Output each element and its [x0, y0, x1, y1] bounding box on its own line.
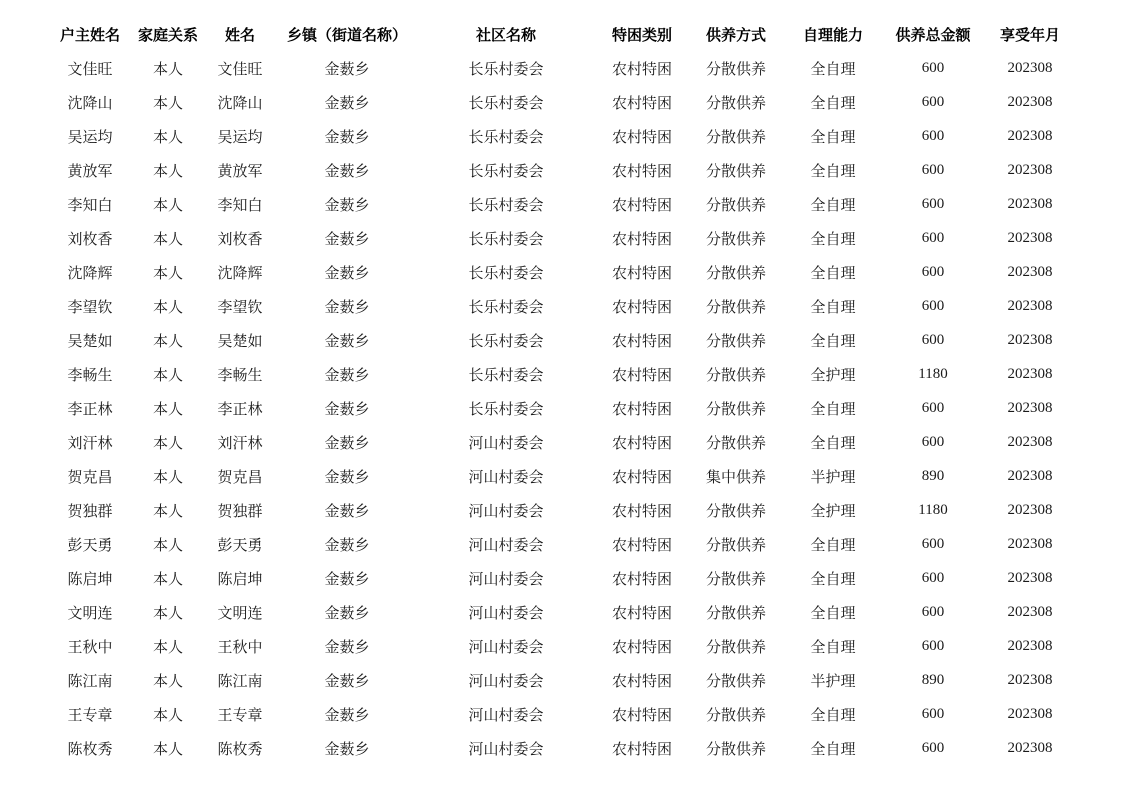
cell-total-amount: 600	[921, 229, 945, 246]
cell-support-method: 分散供养	[705, 127, 766, 146]
cell-householder-name: 李正林	[67, 399, 113, 418]
cell-support-method: 分散供养	[705, 297, 766, 316]
cell-householder-name: 王秋中	[67, 637, 113, 656]
cell-family-relation: 本人	[152, 399, 183, 418]
cell-self-care: 全自理	[810, 297, 856, 316]
table-row	[48, 731, 1078, 765]
cell-support-method: 分散供养	[705, 739, 766, 758]
table-row	[48, 493, 1078, 527]
cell-support-method: 分散供养	[705, 195, 766, 214]
table-row	[48, 221, 1078, 255]
cell-self-care: 全自理	[810, 433, 856, 452]
cell-householder-name: 陈江南	[67, 671, 113, 690]
cell-family-relation: 本人	[152, 535, 183, 554]
cell-householder-name: 陈启坤	[67, 569, 113, 588]
cell-name: 沈降辉	[217, 263, 263, 282]
cell-township: 金薮乡	[324, 161, 370, 180]
header-self-care: 自理能力	[802, 25, 863, 44]
cell-community: 河山村委会	[468, 603, 544, 622]
cell-category: 农村特困	[611, 433, 672, 452]
table-row	[48, 323, 1078, 357]
cell-community: 河山村委会	[468, 433, 544, 452]
cell-category: 农村特困	[611, 739, 672, 758]
cell-self-care: 全护理	[810, 501, 856, 520]
cell-total-amount: 890	[921, 671, 945, 688]
table-body	[48, 51, 1078, 765]
header-community: 社区名称	[475, 25, 536, 44]
cell-family-relation: 本人	[152, 297, 183, 316]
cell-community: 河山村委会	[468, 501, 544, 520]
cell-name: 陈枚秀	[217, 739, 263, 758]
cell-period: 202308	[1007, 127, 1053, 144]
cell-category: 农村特困	[611, 297, 672, 316]
cell-community: 长乐村委会	[468, 93, 544, 112]
cell-total-amount: 600	[921, 399, 945, 416]
cell-householder-name: 吴运均	[67, 127, 113, 146]
cell-total-amount: 600	[921, 195, 945, 212]
cell-category: 农村特困	[611, 229, 672, 248]
cell-period: 202308	[1007, 93, 1053, 110]
cell-category: 农村特困	[611, 93, 672, 112]
cell-name: 文明连	[217, 603, 263, 622]
cell-support-method: 分散供养	[705, 705, 766, 724]
cell-category: 农村特困	[611, 535, 672, 554]
cell-name: 彭天勇	[217, 535, 263, 554]
cell-community: 长乐村委会	[468, 365, 544, 384]
cell-period: 202308	[1007, 637, 1053, 654]
cell-family-relation: 本人	[152, 127, 183, 146]
table-row	[48, 289, 1078, 323]
cell-township: 金薮乡	[324, 365, 370, 384]
cell-self-care: 全自理	[810, 705, 856, 724]
table-row	[48, 255, 1078, 289]
table-row	[48, 391, 1078, 425]
cell-township: 金薮乡	[324, 263, 370, 282]
cell-self-care: 全自理	[810, 399, 856, 418]
cell-householder-name: 文明连	[67, 603, 113, 622]
header-period: 享受年月	[999, 25, 1060, 44]
table-row	[48, 153, 1078, 187]
cell-period: 202308	[1007, 467, 1053, 484]
cell-householder-name: 贺独群	[67, 501, 113, 520]
cell-period: 202308	[1007, 501, 1053, 518]
cell-self-care: 全自理	[810, 331, 856, 350]
cell-township: 金薮乡	[324, 535, 370, 554]
cell-name: 吴楚如	[217, 331, 263, 350]
cell-total-amount: 600	[921, 263, 945, 280]
cell-name: 陈江南	[217, 671, 263, 690]
cell-township: 金薮乡	[324, 569, 370, 588]
cell-period: 202308	[1007, 161, 1053, 178]
cell-householder-name: 黄放军	[67, 161, 113, 180]
cell-community: 长乐村委会	[468, 263, 544, 282]
cell-family-relation: 本人	[152, 467, 183, 486]
cell-total-amount: 600	[921, 705, 945, 722]
cell-total-amount: 600	[921, 93, 945, 110]
cell-self-care: 全自理	[810, 195, 856, 214]
cell-support-method: 分散供养	[705, 161, 766, 180]
cell-period: 202308	[1007, 331, 1053, 348]
cell-community: 河山村委会	[468, 671, 544, 690]
cell-self-care: 全自理	[810, 161, 856, 180]
cell-name: 陈启坤	[217, 569, 263, 588]
cell-total-amount: 600	[921, 637, 945, 654]
cell-community: 河山村委会	[468, 535, 544, 554]
cell-householder-name: 吴楚如	[67, 331, 113, 350]
cell-township: 金薮乡	[324, 399, 370, 418]
header-category: 特困类别	[611, 25, 672, 44]
cell-support-method: 分散供养	[705, 331, 766, 350]
cell-householder-name: 刘枚香	[67, 229, 113, 248]
cell-township: 金薮乡	[324, 637, 370, 656]
cell-total-amount: 600	[921, 127, 945, 144]
cell-householder-name: 王专章	[67, 705, 113, 724]
cell-support-method: 分散供养	[705, 535, 766, 554]
cell-support-method: 分散供养	[705, 671, 766, 690]
cell-period: 202308	[1007, 433, 1053, 450]
cell-support-method: 分散供养	[705, 637, 766, 656]
cell-self-care: 全自理	[810, 637, 856, 656]
cell-category: 农村特困	[611, 603, 672, 622]
cell-self-care: 全自理	[810, 535, 856, 554]
cell-name: 李畅生	[217, 365, 263, 384]
cell-category: 农村特困	[611, 161, 672, 180]
cell-support-method: 分散供养	[705, 569, 766, 588]
cell-category: 农村特困	[611, 399, 672, 418]
header-township: 乡镇（街道名称）	[286, 25, 407, 44]
cell-support-method: 分散供养	[705, 93, 766, 112]
cell-community: 长乐村委会	[468, 127, 544, 146]
cell-householder-name: 李畅生	[67, 365, 113, 384]
cell-township: 金薮乡	[324, 229, 370, 248]
cell-period: 202308	[1007, 399, 1053, 416]
cell-total-amount: 600	[921, 569, 945, 586]
cell-name: 贺独群	[217, 501, 263, 520]
cell-name: 贺克昌	[217, 467, 263, 486]
cell-total-amount: 600	[921, 603, 945, 620]
cell-name: 李正林	[217, 399, 263, 418]
cell-householder-name: 彭天勇	[67, 535, 113, 554]
cell-community: 河山村委会	[468, 467, 544, 486]
table-row	[48, 85, 1078, 119]
cell-township: 金薮乡	[324, 739, 370, 758]
cell-category: 农村特困	[611, 127, 672, 146]
table-row	[48, 595, 1078, 629]
header-name: 姓名	[224, 25, 255, 44]
cell-name: 刘汗林	[217, 433, 263, 452]
cell-support-method: 分散供养	[705, 365, 766, 384]
cell-family-relation: 本人	[152, 263, 183, 282]
cell-period: 202308	[1007, 739, 1053, 756]
cell-total-amount: 1180	[918, 365, 948, 382]
table-row	[48, 527, 1078, 561]
cell-family-relation: 本人	[152, 603, 183, 622]
cell-community: 长乐村委会	[468, 161, 544, 180]
cell-family-relation: 本人	[152, 331, 183, 350]
cell-name: 黄放军	[217, 161, 263, 180]
cell-support-method: 分散供养	[705, 501, 766, 520]
cell-total-amount: 600	[921, 59, 945, 76]
cell-householder-name: 李望钦	[67, 297, 113, 316]
assistance-table	[48, 17, 1078, 765]
cell-support-method: 分散供养	[705, 399, 766, 418]
cell-family-relation: 本人	[152, 365, 183, 384]
cell-period: 202308	[1007, 671, 1053, 688]
table-row	[48, 459, 1078, 493]
cell-self-care: 全自理	[810, 229, 856, 248]
cell-family-relation: 本人	[152, 195, 183, 214]
cell-period: 202308	[1007, 59, 1053, 76]
cell-period: 202308	[1007, 195, 1053, 212]
cell-self-care: 全自理	[810, 603, 856, 622]
header-householder-name: 户主姓名	[59, 25, 120, 44]
cell-community: 河山村委会	[468, 739, 544, 758]
cell-category: 农村特困	[611, 365, 672, 384]
table-row	[48, 425, 1078, 459]
cell-name: 吴运均	[217, 127, 263, 146]
cell-category: 农村特困	[611, 569, 672, 588]
cell-community: 长乐村委会	[468, 195, 544, 214]
cell-family-relation: 本人	[152, 705, 183, 724]
cell-self-care: 全自理	[810, 569, 856, 588]
cell-support-method: 集中供养	[705, 467, 766, 486]
cell-community: 河山村委会	[468, 637, 544, 656]
cell-period: 202308	[1007, 365, 1053, 382]
cell-period: 202308	[1007, 603, 1053, 620]
cell-householder-name: 沈降山	[67, 93, 113, 112]
cell-township: 金薮乡	[324, 195, 370, 214]
cell-total-amount: 1180	[918, 501, 948, 518]
cell-self-care: 全自理	[810, 93, 856, 112]
cell-community: 长乐村委会	[468, 331, 544, 350]
header-family-relation: 家庭关系	[137, 25, 198, 44]
cell-category: 农村特困	[611, 59, 672, 78]
cell-name: 王秋中	[217, 637, 263, 656]
header-support-method: 供养方式	[705, 25, 766, 44]
cell-township: 金薮乡	[324, 501, 370, 520]
cell-township: 金薮乡	[324, 671, 370, 690]
cell-total-amount: 600	[921, 739, 945, 756]
table-row	[48, 187, 1078, 221]
table-row	[48, 119, 1078, 153]
header-total-amount: 供养总金额	[895, 25, 971, 44]
cell-category: 农村特困	[611, 671, 672, 690]
cell-family-relation: 本人	[152, 229, 183, 248]
cell-community: 长乐村委会	[468, 399, 544, 418]
cell-category: 农村特困	[611, 331, 672, 350]
cell-self-care: 全自理	[810, 127, 856, 146]
cell-category: 农村特困	[611, 705, 672, 724]
cell-category: 农村特困	[611, 467, 672, 486]
cell-total-amount: 600	[921, 535, 945, 552]
cell-family-relation: 本人	[152, 93, 183, 112]
cell-name: 王专章	[217, 705, 263, 724]
cell-family-relation: 本人	[152, 501, 183, 520]
cell-householder-name: 贺克昌	[67, 467, 113, 486]
cell-name: 刘枚香	[217, 229, 263, 248]
cell-support-method: 分散供养	[705, 229, 766, 248]
cell-township: 金薮乡	[324, 603, 370, 622]
cell-township: 金薮乡	[324, 705, 370, 724]
cell-category: 农村特困	[611, 501, 672, 520]
cell-family-relation: 本人	[152, 569, 183, 588]
cell-family-relation: 本人	[152, 161, 183, 180]
cell-period: 202308	[1007, 297, 1053, 314]
cell-family-relation: 本人	[152, 433, 183, 452]
cell-total-amount: 600	[921, 331, 945, 348]
cell-community: 长乐村委会	[468, 229, 544, 248]
cell-name: 李知白	[217, 195, 263, 214]
table-row	[48, 663, 1078, 697]
cell-support-method: 分散供养	[705, 603, 766, 622]
cell-township: 金薮乡	[324, 93, 370, 112]
cell-total-amount: 600	[921, 161, 945, 178]
cell-township: 金薮乡	[324, 467, 370, 486]
cell-total-amount: 890	[921, 467, 945, 484]
cell-self-care: 半护理	[810, 467, 856, 486]
cell-support-method: 分散供养	[705, 433, 766, 452]
cell-community: 长乐村委会	[468, 297, 544, 316]
cell-community: 河山村委会	[468, 569, 544, 588]
cell-self-care: 全自理	[810, 59, 856, 78]
cell-self-care: 全护理	[810, 365, 856, 384]
cell-community: 长乐村委会	[468, 59, 544, 78]
cell-name: 沈降山	[217, 93, 263, 112]
cell-township: 金薮乡	[324, 127, 370, 146]
cell-householder-name: 陈枚秀	[67, 739, 113, 758]
cell-total-amount: 600	[921, 297, 945, 314]
cell-name: 李望钦	[217, 297, 263, 316]
cell-township: 金薮乡	[324, 59, 370, 78]
cell-period: 202308	[1007, 705, 1053, 722]
table-row	[48, 561, 1078, 595]
cell-total-amount: 600	[921, 433, 945, 450]
cell-township: 金薮乡	[324, 433, 370, 452]
cell-householder-name: 文佳旺	[67, 59, 113, 78]
cell-self-care: 半护理	[810, 671, 856, 690]
cell-householder-name: 刘汗林	[67, 433, 113, 452]
cell-self-care: 全自理	[810, 739, 856, 758]
cell-category: 农村特困	[611, 263, 672, 282]
cell-support-method: 分散供养	[705, 59, 766, 78]
table-row	[48, 629, 1078, 663]
table-row	[48, 697, 1078, 731]
cell-community: 河山村委会	[468, 705, 544, 724]
table-row	[48, 357, 1078, 391]
cell-name: 文佳旺	[217, 59, 263, 78]
cell-support-method: 分散供养	[705, 263, 766, 282]
cell-period: 202308	[1007, 229, 1053, 246]
cell-category: 农村特困	[611, 637, 672, 656]
cell-householder-name: 李知白	[67, 195, 113, 214]
cell-family-relation: 本人	[152, 739, 183, 758]
cell-householder-name: 沈降辉	[67, 263, 113, 282]
cell-family-relation: 本人	[152, 59, 183, 78]
cell-township: 金薮乡	[324, 297, 370, 316]
cell-period: 202308	[1007, 263, 1053, 280]
cell-self-care: 全自理	[810, 263, 856, 282]
cell-township: 金薮乡	[324, 331, 370, 350]
cell-period: 202308	[1007, 535, 1053, 552]
cell-family-relation: 本人	[152, 637, 183, 656]
table-header-row	[48, 17, 1078, 51]
cell-family-relation: 本人	[152, 671, 183, 690]
cell-category: 农村特困	[611, 195, 672, 214]
table-row	[48, 51, 1078, 85]
cell-period: 202308	[1007, 569, 1053, 586]
